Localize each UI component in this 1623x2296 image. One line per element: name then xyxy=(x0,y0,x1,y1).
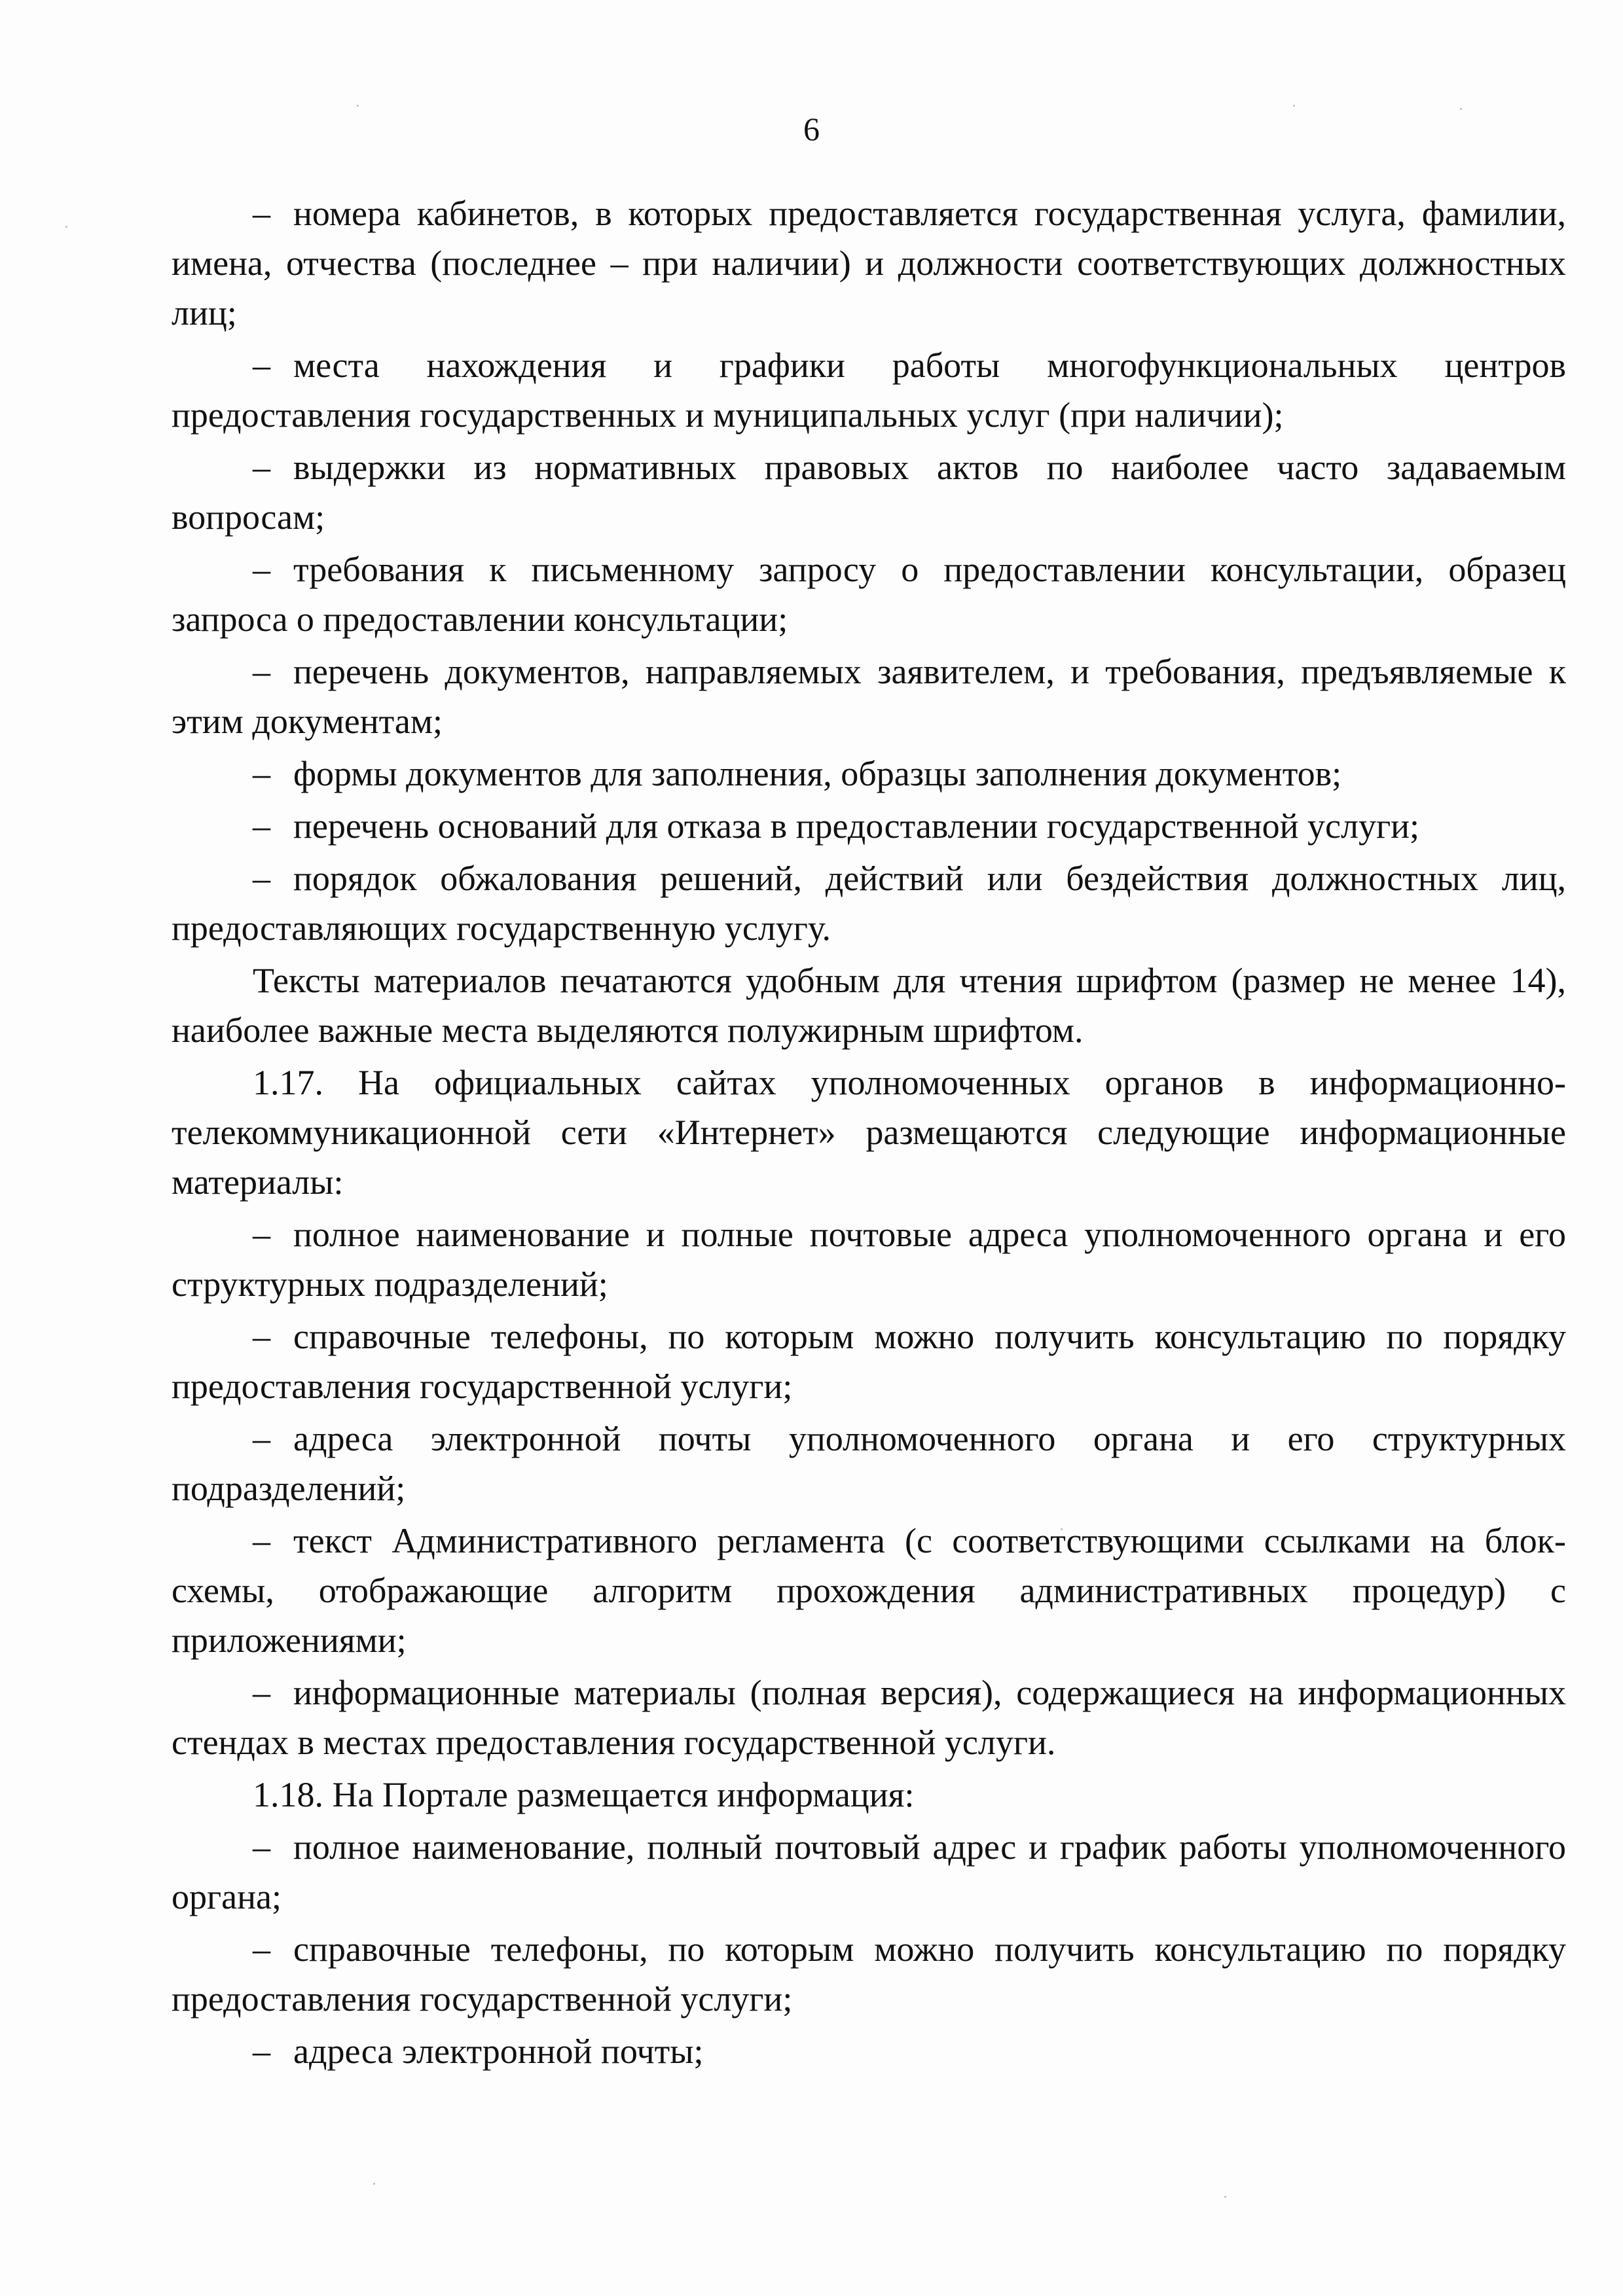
paragraph-text: полное наименование и полные почтовые адреса уполномоченного органа и его структурных подразделений; xyxy=(172,1215,1566,1304)
paragraph-text: порядок обжалования решений, действий или бездействия должностных лиц, предоставляющих государственную услугу. xyxy=(172,859,1566,948)
paragraph-text: справочные телефоны, по которым можно получить консультацию по порядку предоставления государственной услуги; xyxy=(172,1317,1566,1406)
paragraph-text: 1.17. На официальных сайтах уполномоченных органов в информационно-телекоммуникационной сети «Интернет» размещаются следующие информационные материалы: xyxy=(172,1063,1566,1202)
paragraph-text: адреса электронной почты; xyxy=(293,2032,704,2071)
page-number: 6 xyxy=(803,111,820,147)
paragraph-text: места нахождения и графики работы многофункциональных центров предоставления государственных и муниципальных услуг (при наличии); xyxy=(172,346,1566,435)
paragraph-text: полное наименование, полный почтовый адрес и график работы уполномоченного органа; xyxy=(172,1827,1566,1916)
scan-speck xyxy=(1293,105,1295,107)
list-dash: – xyxy=(253,1673,270,1712)
list-item xyxy=(172,1516,1566,1665)
paragraph-text: 1.18. На Портале размещается информация: xyxy=(253,1775,915,1814)
list-item xyxy=(172,545,1566,644)
list-dash: – xyxy=(253,859,270,898)
list-item xyxy=(172,2026,1566,2076)
list-item xyxy=(172,801,1566,851)
paragraph-text: выдержки из нормативных правовых актов по наиболее часто задаваемым вопросам; xyxy=(172,448,1566,537)
paragraph xyxy=(172,956,1566,1055)
list-item xyxy=(172,1414,1566,1513)
list-item xyxy=(172,1822,1566,1922)
paragraph-text: Тексты материалов печатаются удобным для чтения шрифтом (размер не менее 14), наиболее важные места выделяются полужирным шрифтом. xyxy=(172,961,1566,1050)
list-dash: – xyxy=(253,550,270,589)
list-item xyxy=(172,1312,1566,1411)
document-body xyxy=(172,188,1566,2079)
paragraph-text: формы документов для заполнения, образцы заполнения документов; xyxy=(293,754,1342,793)
list-item xyxy=(172,647,1566,746)
scan-speck xyxy=(373,2183,375,2185)
list-item xyxy=(172,188,1566,338)
paragraph xyxy=(172,1770,1566,1820)
list-dash: – xyxy=(253,448,270,487)
list-item xyxy=(172,1924,1566,2024)
list-dash: – xyxy=(253,1827,270,1867)
list-dash: – xyxy=(253,754,270,793)
list-dash: – xyxy=(253,1215,270,1254)
list-dash: – xyxy=(253,652,270,691)
list-item xyxy=(172,749,1566,798)
paragraph-text: перечень оснований для отказа в предоставлении государственной услуги; xyxy=(293,806,1420,846)
list-dash: – xyxy=(253,1419,270,1458)
paragraph-text: справочные телефоны, по которым можно получить консультацию по порядку предоставления государственной услуги; xyxy=(172,1929,1566,2018)
list-item xyxy=(172,442,1566,542)
paragraph-text: перечень документов, направляемых заявителем, и требования, предъявляемые к этим документам; xyxy=(172,652,1566,741)
scan-speck xyxy=(65,226,67,228)
list-item xyxy=(172,853,1566,953)
list-item xyxy=(172,340,1566,440)
paragraph-text: требования к письменному запросу о предоставлении консультации, образец запроса о предоставлении консультации; xyxy=(172,550,1566,639)
list-dash: – xyxy=(253,2032,270,2071)
list-item xyxy=(172,1668,1566,1767)
list-dash: – xyxy=(253,806,270,846)
scan-speck xyxy=(357,105,359,107)
list-item xyxy=(172,1210,1566,1309)
list-dash: – xyxy=(253,1317,270,1356)
paragraph-text: текст Административного регламента (с соответствующими ссылками на блок-схемы, отображающие алгоритм прохождения административных процедур) с приложениями; xyxy=(172,1521,1566,1660)
paragraph-text: информационные материалы (полная версия), содержащиеся на информационных стендах в местах предоставления государственной услуги. xyxy=(172,1673,1566,1762)
list-dash: – xyxy=(253,346,270,385)
paragraph-text: адреса электронной почты уполномоченного органа и его структурных подразделений; xyxy=(172,1419,1566,1508)
list-dash: – xyxy=(253,194,270,233)
paragraph-text: номера кабинетов, в которых предоставляется государственная услуга, фамилии, имена, отчества (последнее – при наличии) и должности соответствующих должностных лиц; xyxy=(172,194,1566,332)
list-dash: – xyxy=(253,1929,270,1969)
paragraph xyxy=(172,1058,1566,1207)
scan-speck xyxy=(1224,2196,1226,2198)
list-dash: – xyxy=(253,1521,270,1560)
